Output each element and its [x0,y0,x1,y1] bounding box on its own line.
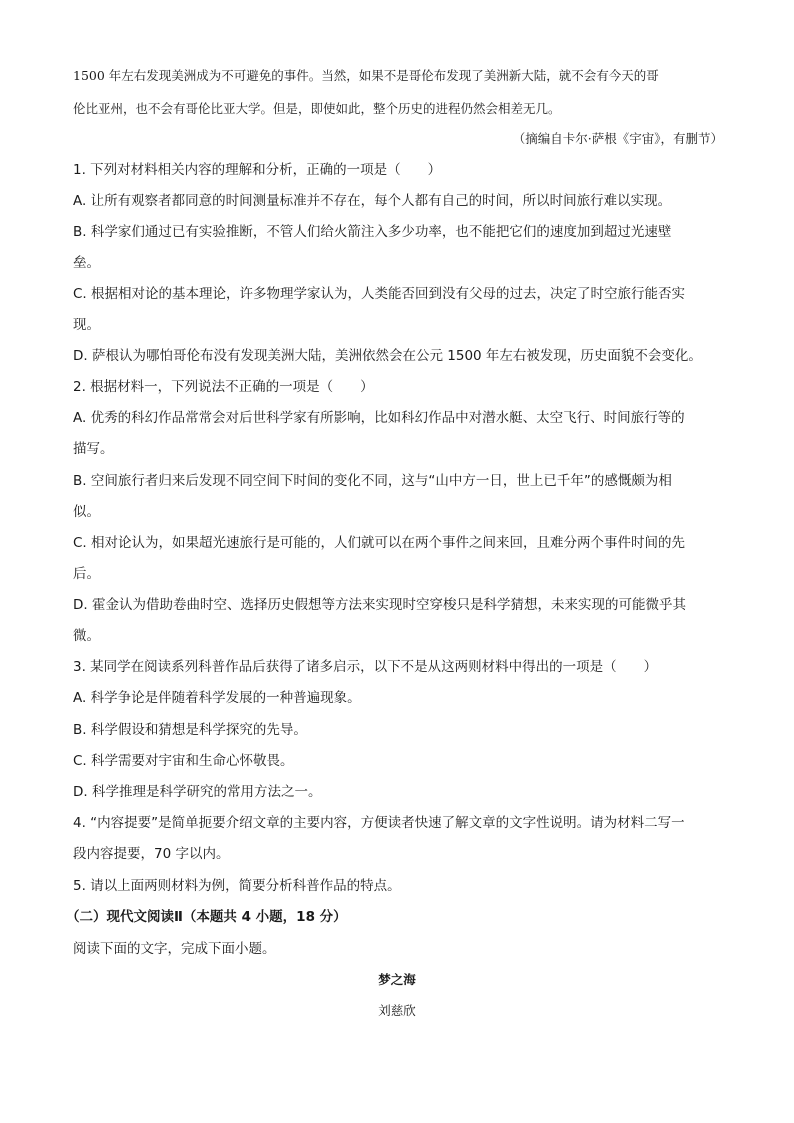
passage-line-2: 伦比亚州，也不会有哥伦比亚大学。但是，即使如此，整个历史的进程仍然会相差无几。 [73,101,561,116]
question-3-stem: 3. 某同学在阅读系列科普作品后获得了诸多启示，以下不是从这两则材料中得出的一项是（ ） [73,659,658,675]
question-2-option-b: B. 空间旅行者归来后发现不同空间下时间的变化不同，这与“山中方一日，世上已千年”的感慨颇为相 [73,473,672,489]
question-1-option-c: C. 根据相对论的基本理论，许多物理学家认为，人类能否回到没有父母的过去，决定了时空旅行能否实 [73,286,686,302]
question-1-option-b-cont: 垒。 [73,255,100,271]
question-1-stem: 1. 下列对材料相关内容的理解和分析，正确的一项是（ ） [73,162,442,178]
question-2-option-a: A. 优秀的科幻作品常常会对后世科学家有所影响，比如科幻作品中对潜水艇、太空飞行、时间旅行等的 [73,410,685,426]
story-author: 刘慈欣 [378,1003,416,1018]
question-2-option-b-cont: 似。 [73,504,100,520]
question-2-option-d: D. 霍金认为借助卷曲时空、选择历史假想等方法来实现时空穿梭只是科学猜想，未来实现的可能微乎其 [73,597,686,613]
question-1-option-b: B. 科学家们通过已有实验推断，不管人们给火箭注入多少功率，也不能把它们的速度加到超过光速壁 [73,224,672,240]
question-2-option-c-cont: 后。 [73,566,100,582]
question-3-option-a: A. 科学争论是伴随着科学发展的一种普遍现象。 [73,690,361,706]
question-1-option-a: A. 让所有观察者都同意的时间测量标准并不存在，每个人都有自己的时间，所以时间旅行难以实现。 [73,193,672,209]
question-2-option-c: C. 相对论认为，如果超光速旅行是可能的，人们就可以在两个事件之间来回，且难分两个事件时间的先 [73,535,686,551]
question-2-option-a-cont: 描写。 [73,441,114,457]
question-1-option-c-cont: 现。 [73,317,100,333]
passage-source: （摘编自卡尔·萨根《宇宙》，有删节） [512,131,723,146]
question-2-stem: 2. 根据材料一，下列说法不正确的一项是（ ） [73,379,374,395]
question-5-stem: 5. 请以上面两则材料为例，简要分析科普作品的特点。 [73,878,401,894]
question-3-option-c: C. 科学需要对宇宙和生命心怀敬畏。 [73,753,294,769]
story-title: 梦之海 [378,972,416,987]
question-1-option-d: D. 萨根认为哪怕哥伦布没有发现美洲大陆，美洲依然会在公元 1500 年左右被发现，历史面貌不会变化。 [73,348,702,364]
section-2-instruction: 阅读下面的文字，完成下面小题。 [73,941,276,957]
passage-line-1: 1500 年左右发现美洲成为不可避免的事件。当然，如果不是哥伦布发现了美洲新大陆，就不会有今天的哥 [73,68,659,83]
question-3-option-d: D. 科学推理是科学研究的常用方法之一。 [73,784,322,800]
question-4-stem: 4. “内容提要”是简单扼要介绍文章的主要内容，方便读者快速了解文章的文字性说明。请为材料二写一 [73,815,685,831]
question-2-option-d-cont: 微。 [73,628,100,644]
section-2-heading: （二）现代文阅读Ⅱ（本题共 4 小题，18 分） [66,909,347,925]
question-3-option-b: B. 科学假设和猜想是科学探究的先导。 [73,722,307,738]
question-4-stem-cont: 段内容提要，70 字以内。 [73,846,230,862]
